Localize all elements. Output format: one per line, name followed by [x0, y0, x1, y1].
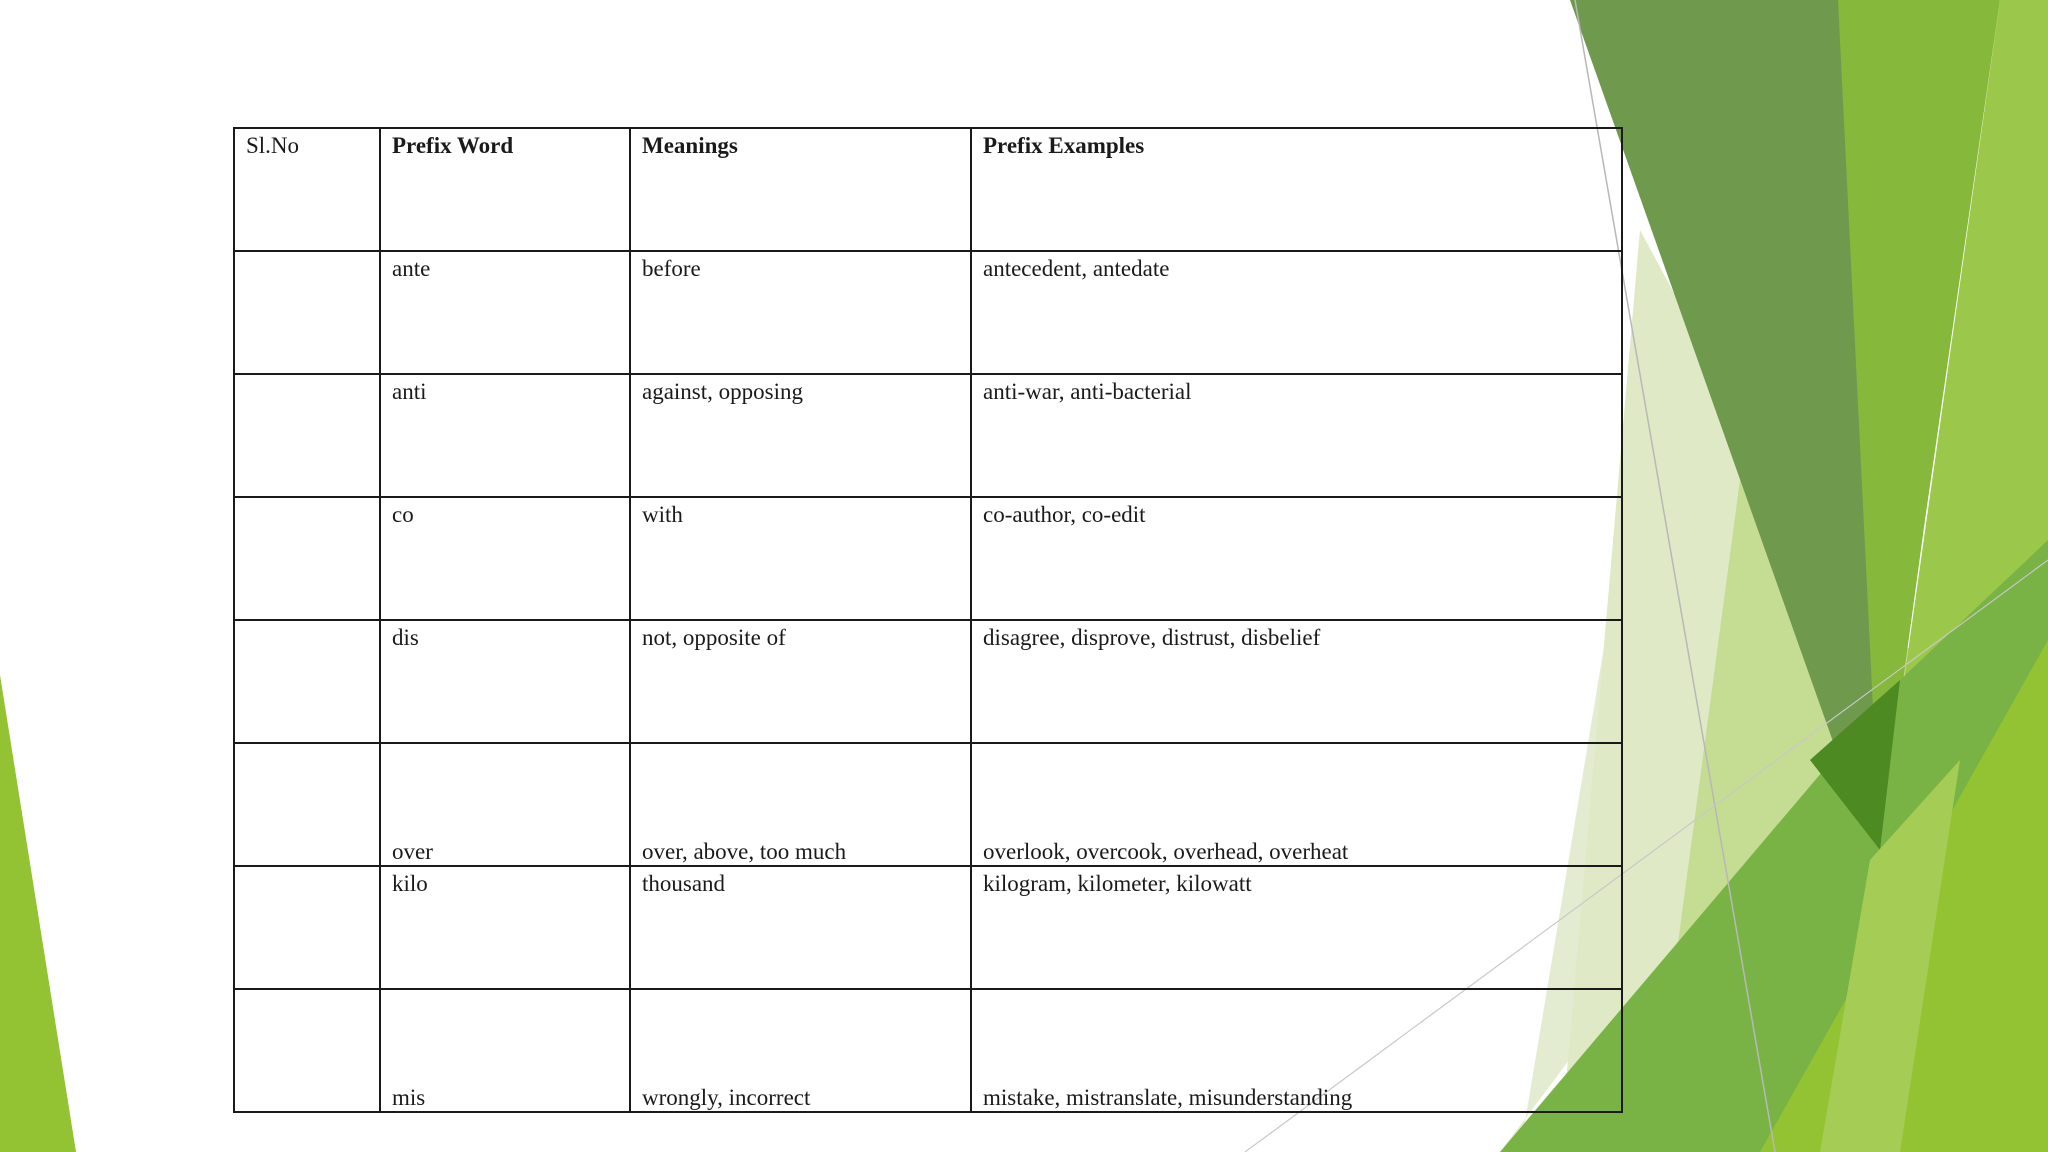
cell-slno [234, 620, 380, 743]
table-row [234, 989, 1622, 1112]
cell-meaning: wrongly, incorrect [630, 989, 971, 1112]
table-row [234, 866, 1622, 989]
cell-prefix: kilo [380, 866, 630, 989]
cell-prefix: co [380, 497, 630, 620]
cell-slno [234, 251, 380, 374]
cell-slno [234, 374, 380, 497]
table-row [234, 743, 1622, 866]
header-meanings: Meanings [630, 128, 971, 251]
table-header-row [234, 128, 1622, 251]
cell-prefix: dis [380, 620, 630, 743]
cell-slno [234, 866, 380, 989]
cell-examples: overlook, overcook, overhead, overheat [971, 743, 1622, 866]
cell-slno [234, 497, 380, 620]
cell-examples: mistake, mistranslate, misunderstanding [971, 989, 1622, 1112]
table-row [234, 374, 1622, 497]
table-row [234, 620, 1622, 743]
cell-prefix: ante [380, 251, 630, 374]
cell-meaning: not, opposite of [630, 620, 971, 743]
cell-examples: kilogram, kilometer, kilowatt [971, 866, 1622, 989]
cell-examples: anti-war, anti-bacterial [971, 374, 1622, 497]
cell-meaning: before [630, 251, 971, 374]
cell-prefix: mis [380, 989, 630, 1112]
cell-meaning: over, above, too much [630, 743, 971, 866]
left-green-shape [0, 675, 76, 1152]
prefix-table [233, 127, 1623, 1113]
header-prefix-word: Prefix Word [380, 128, 630, 251]
cell-prefix: anti [380, 374, 630, 497]
cell-meaning: with [630, 497, 971, 620]
cell-prefix: over [380, 743, 630, 866]
table-row [234, 251, 1622, 374]
cell-examples: co-author, co-edit [971, 497, 1622, 620]
cell-meaning: thousand [630, 866, 971, 989]
cell-slno [234, 743, 380, 866]
cell-examples: antecedent, antedate [971, 251, 1622, 374]
cell-meaning: against, opposing [630, 374, 971, 497]
table-row [234, 497, 1622, 620]
cell-slno [234, 989, 380, 1112]
cell-examples: disagree, disprove, distrust, disbelief [971, 620, 1622, 743]
header-slno: Sl.No [234, 128, 380, 251]
header-prefix-examples: Prefix Examples [971, 128, 1622, 251]
